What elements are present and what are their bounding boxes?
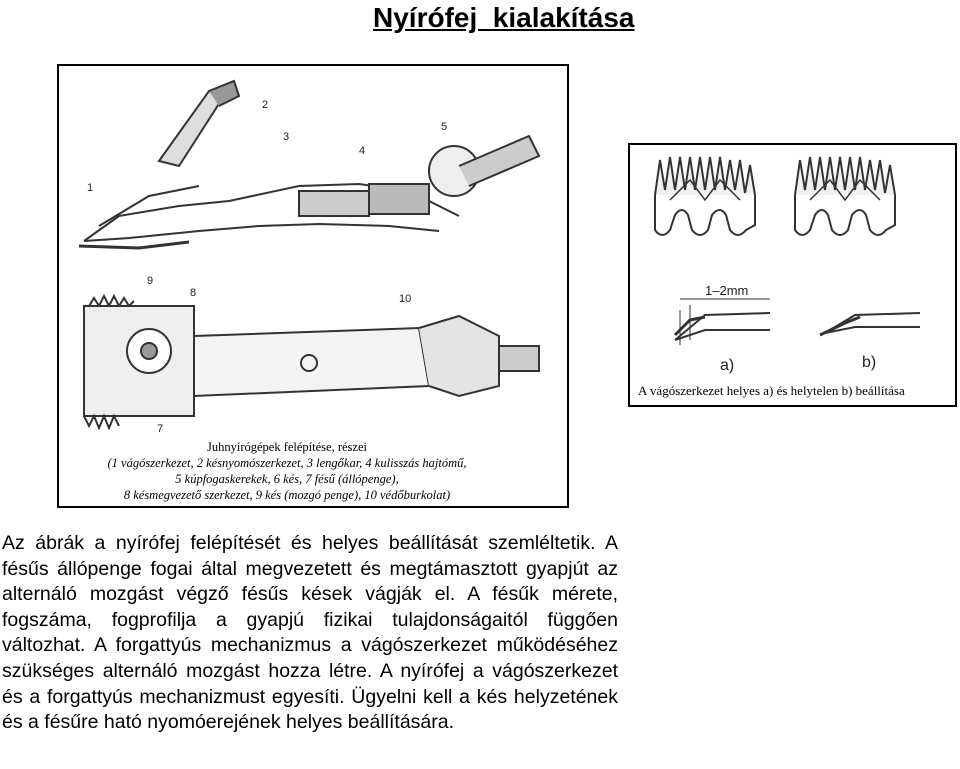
- figure1-caption-line: 5 kúpfogaskerekek, 6 kés, 7 fésű (állópenge),: [175, 472, 399, 486]
- part-label-7: 7: [157, 423, 164, 435]
- label-b: b): [862, 354, 877, 371]
- part-label-3: 3: [283, 131, 290, 143]
- figure2-caption: A vágószerkezet helyes a) és helytelen b) beállítása: [638, 383, 905, 398]
- part-label-5: 5: [441, 121, 448, 133]
- part-label-8: 8: [190, 287, 197, 299]
- body-paragraph: Az ábrák a nyírófej felépítését és helyes beállítását szemléltetik. A fésűs állópenge fogai által megvezetett és megtámasztott gyapjút az alternáló mozgást végző fésűs kések vágják el. A fésűk mérete, fogszáma, fogprofilja a gyapjú fizikai tulajdonságaitól függően változhat. A forgattyús mechanizmus a vágószerkezet működéséhez szükséges alternáló mozgást hozza létre. A nyírófej a vágószerkezet és a forgattyús mechanizmust egyesíti. Ügyelni kell a kés helyzetének és a fésűre ható nyomóerejének helyes beállítására.: [2, 532, 618, 734]
- shearing-machine-figure: [57, 64, 569, 508]
- part-label-4: 4: [359, 145, 366, 157]
- part-label-10: 10: [399, 293, 412, 305]
- page-title: Nyírófej kialakítása: [373, 2, 635, 33]
- part-label-1: 1: [87, 182, 94, 194]
- label-a: a): [720, 357, 735, 374]
- cutter-adjustment-figure: [628, 143, 957, 407]
- figure1-caption: [67, 439, 507, 503]
- figure1-caption-line: (1 vágószerkezet, 2 késnyomószerkezet, 3 lengőkar, 4 kulisszás hajtómű,: [107, 456, 467, 470]
- part-label-9: 9: [147, 275, 154, 287]
- part-label-2: 2: [262, 99, 269, 111]
- cutter-adjustment-drawing: [630, 145, 955, 405]
- figure1-caption-line: 8 késmegvezető szerkezet, 9 kés (mozgó penge), 10 védőburkolat): [123, 488, 451, 502]
- figure1-caption-title: Juhnyírógépek felépítése, részei: [206, 440, 367, 454]
- gap-dimension-label: 1–2mm: [705, 283, 749, 298]
